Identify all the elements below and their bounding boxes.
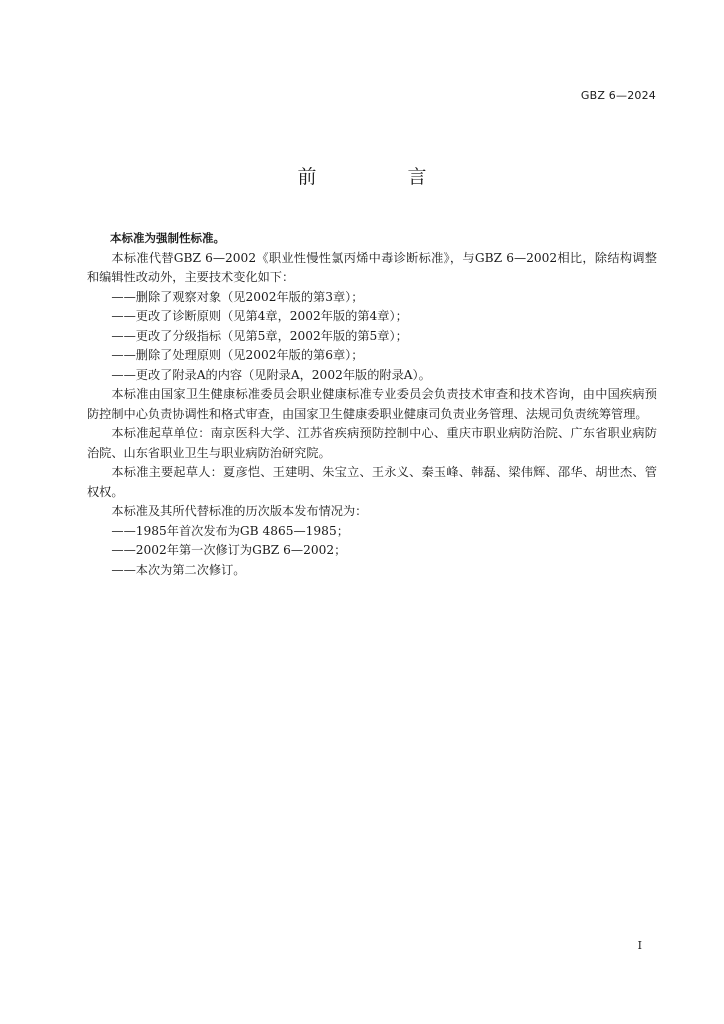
mandatory-statement: 本标准为强制性标准。 (110, 231, 225, 245)
standard-code: GBZ 6—2024 (580, 89, 656, 102)
replacement-statement: 本标准代替GBZ 6—2002《职业性慢性氯丙烯中毒诊断标准》，与GBZ 6—2002相比，除结构调整和编辑性改动外，主要技术变化如下： (87, 250, 657, 284)
change-item: ——更改了分级指标（见第5章，2002年版的第5章）； (111, 328, 408, 343)
drafters-paragraph: 本标准主要起草人：夏彦恺、王建明、朱宝立、王永义、秦玉峰、韩磊、梁伟辉、邵华、胡世杰、管权权。 (87, 465, 657, 499)
history-item: ——1985年首次发布为GB 4865—1985； (111, 523, 349, 538)
drafting-units-paragraph: 本标准起草单位：南京医科大学、江苏省疾病预防控制中心、重庆市职业病防治院、广东省职业病防治院、山东省职业卫生与职业病防治研究院。 (87, 426, 657, 460)
change-item: ——更改了诊断原则（见第4章，2002年版的第4章）； (111, 309, 408, 323)
change-item: ——删除了观察对象（见2002年版的第3章）； (111, 289, 364, 304)
foreword-body (87, 229, 657, 580)
history-intro-paragraph: 本标准及其所代替标准的历次版本发布情况为： (111, 504, 368, 518)
change-item: ——删除了处理原则（见2002年版的第6章）； (111, 348, 364, 362)
history-item: ——本次为第二次修订。 (111, 562, 246, 577)
responsibility-paragraph: 本标准由国家卫生健康标准委员会职业健康标准专业委员会负责技术审查和技术咨询，由中国疾病预防控制中心负责协调性和格式审查，由国家卫生健康委职业健康司负责业务管理、法规司负责统筹管理。 (87, 387, 657, 421)
page-title: 前 言 (297, 166, 463, 188)
page-number: I (637, 939, 642, 952)
change-item: ——更改了附录A的内容（见附录A，2002年版的附录A）。 (111, 367, 431, 382)
history-item: ——2002年第一次修订为GBZ 6—2002； (111, 543, 347, 557)
